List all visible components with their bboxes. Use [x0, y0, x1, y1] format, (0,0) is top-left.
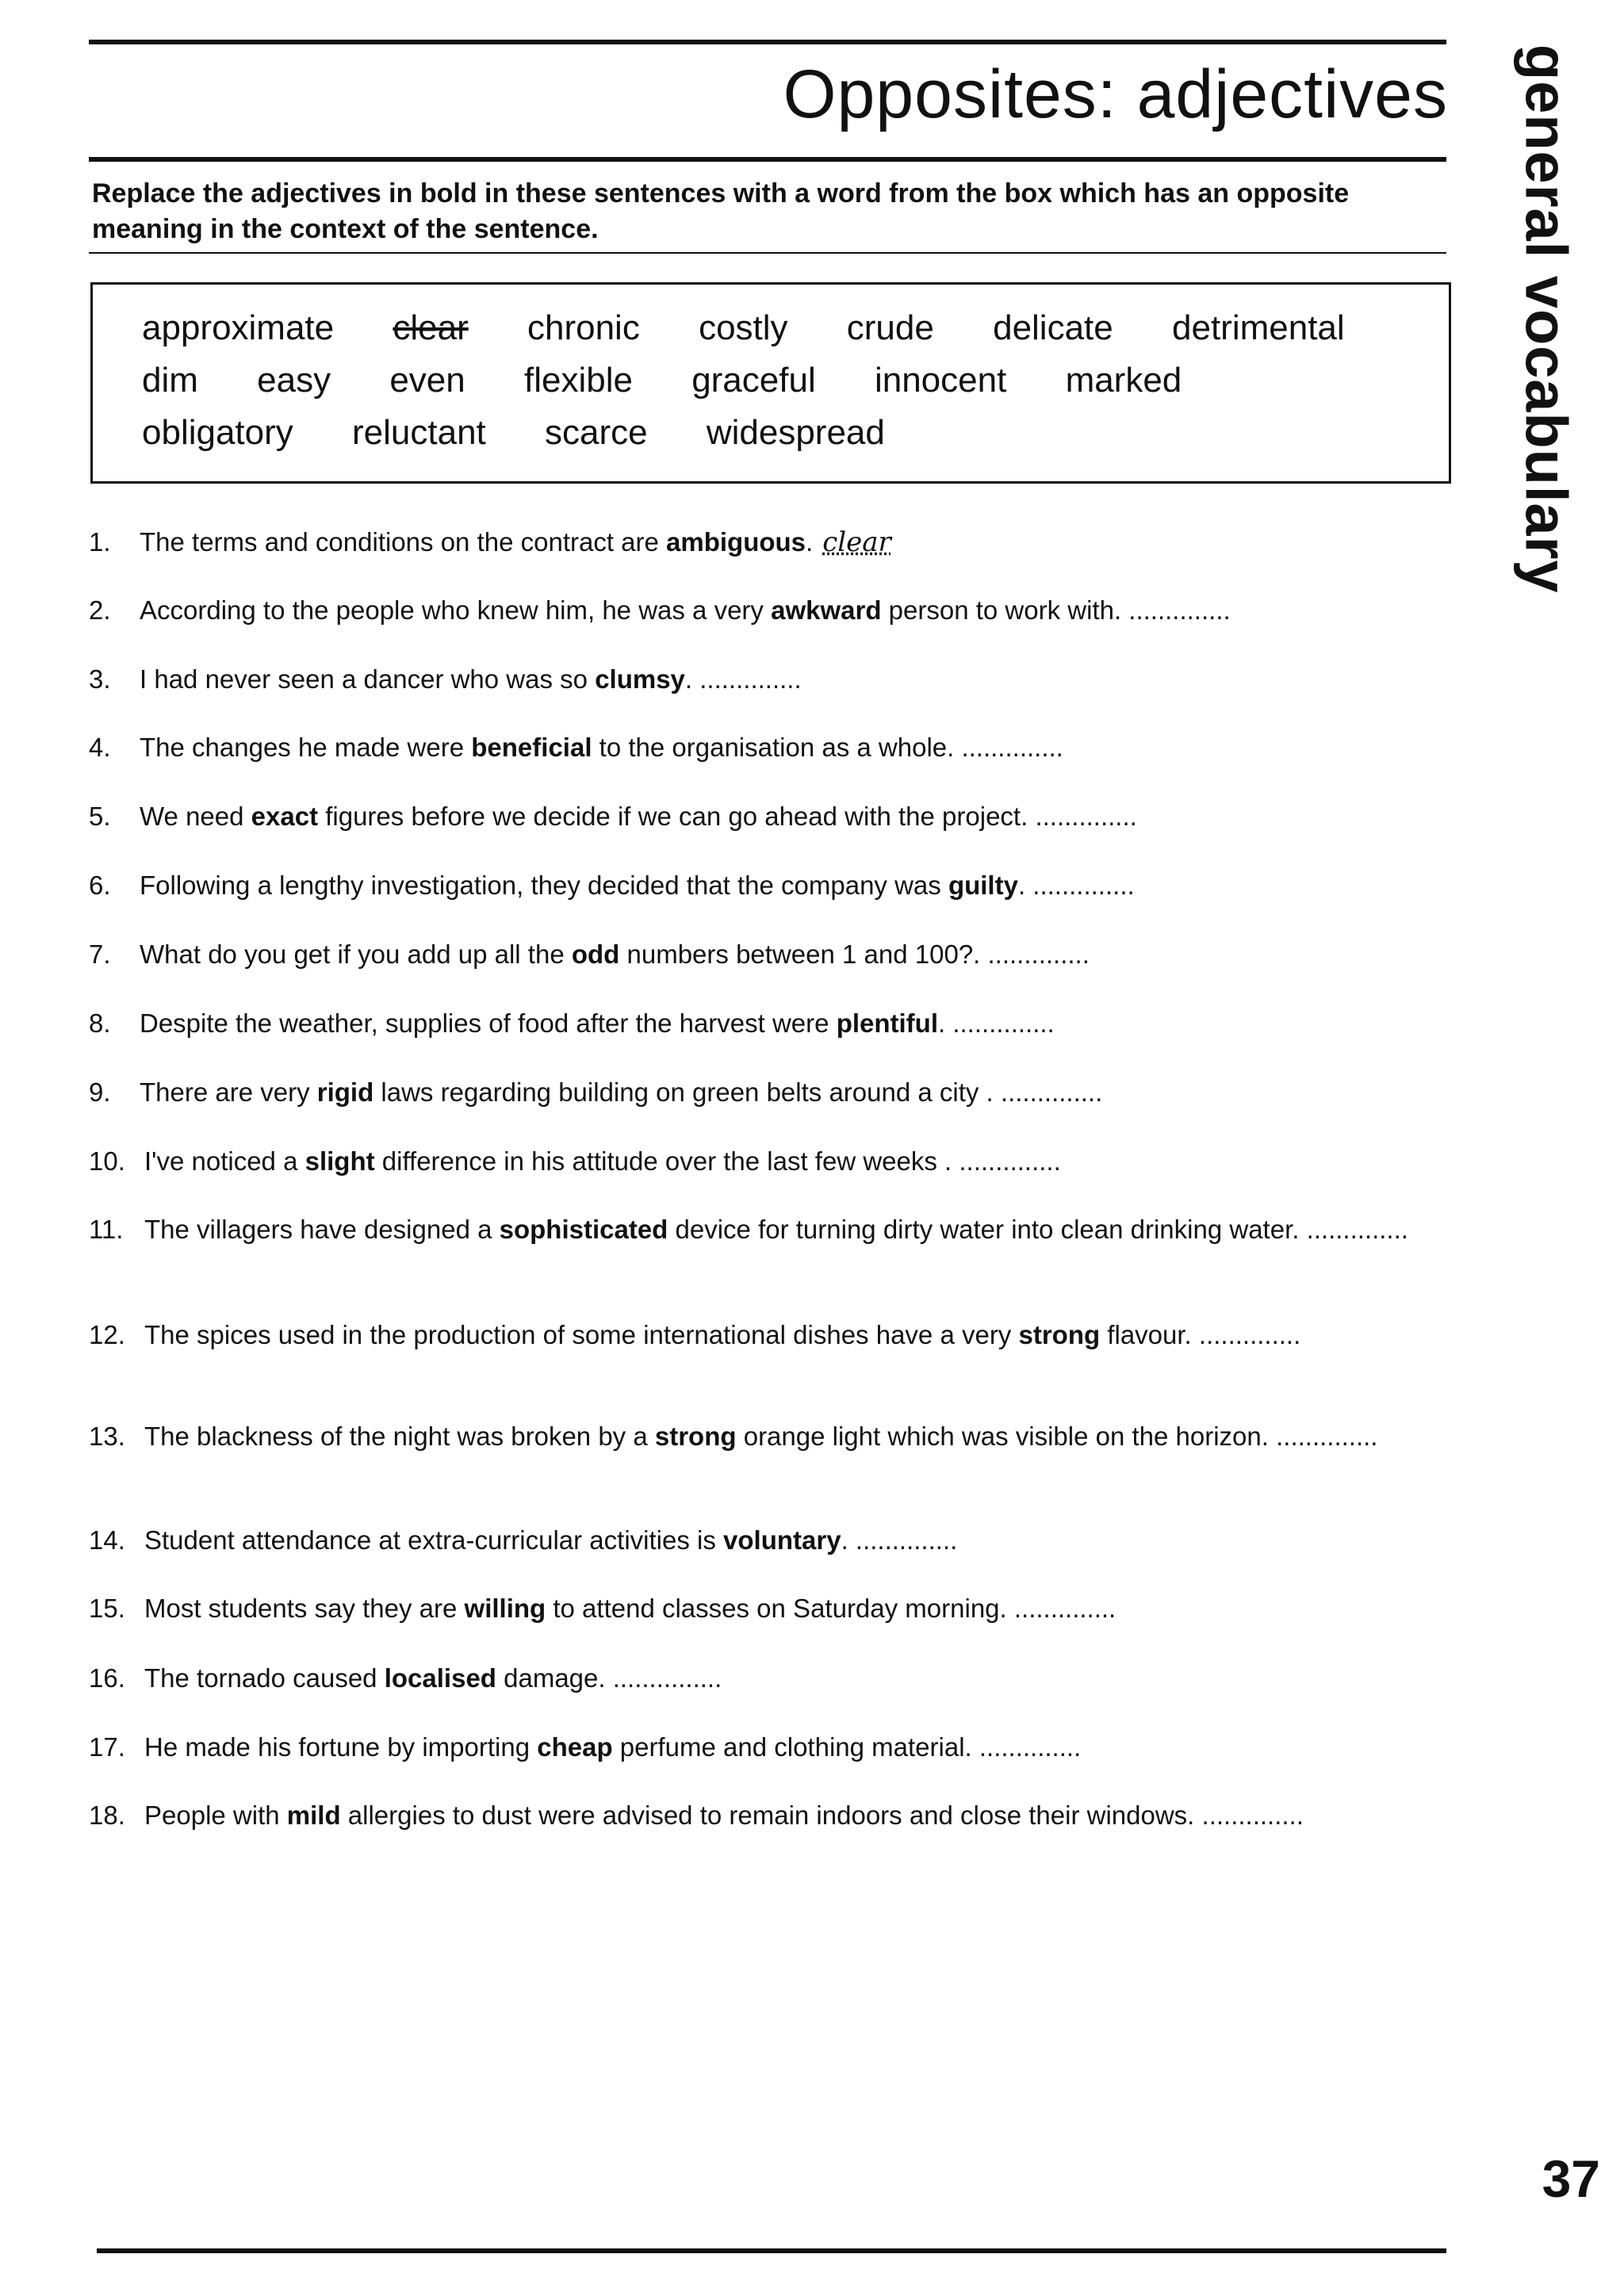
box-word: reluctant: [352, 413, 486, 452]
question-text: What do you get if you add up all the odd numbers between 1 and 100?. ..............: [140, 939, 1090, 969]
answer-blank[interactable]: ..............: [1191, 1320, 1301, 1349]
bold-adjective: exact: [251, 802, 319, 831]
question-number: 11.: [89, 1215, 124, 1244]
question-text: The tornado caused localised damage. ...............: [144, 1663, 722, 1693]
question-number: 18.: [89, 1800, 125, 1830]
answer-handwritten: clear: [822, 526, 891, 558]
answer-blank[interactable]: ..............: [848, 1525, 958, 1555]
question-item: [89, 1142, 1454, 1180]
question-number: 6.: [89, 871, 111, 900]
top-rule: [89, 40, 1446, 44]
question-number: 7.: [89, 939, 111, 969]
question-text: Most students say they are willing to attend classes on Saturday morning. ..............: [144, 1594, 1116, 1623]
bold-adjective: awkward: [771, 595, 882, 625]
answer-blank[interactable]: ..............: [971, 1732, 1082, 1762]
answer-blank[interactable]: ..............: [1194, 1800, 1304, 1830]
question-number: 5.: [89, 802, 111, 831]
answer-blank[interactable]: ..............: [954, 733, 1063, 762]
question-item: [89, 1728, 1454, 1766]
question-text: I've noticed a slight difference in his attitude over the last few weeks . ..............: [144, 1146, 1061, 1176]
page-number: 37: [1542, 2149, 1600, 2208]
word-box-row-2: [142, 361, 1231, 400]
bold-adjective: guilty: [948, 871, 1018, 900]
box-word: chronic: [527, 308, 640, 347]
question-item: [89, 1590, 1454, 1627]
answer-blank[interactable]: ..............: [692, 664, 802, 694]
question-text: Despite the weather, supplies of food after the harvest were plentiful. ..............: [140, 1008, 1055, 1038]
question-item: [89, 1211, 1454, 1248]
box-word: obligatory: [142, 413, 293, 452]
question-item: [89, 1797, 1454, 1834]
answer-blank[interactable]: ..............: [1025, 871, 1135, 900]
question-number: 2.: [89, 595, 111, 625]
question-number: 14.: [89, 1525, 125, 1555]
bold-adjective: mild: [286, 1800, 341, 1830]
word-box-row-1: [142, 308, 1394, 348]
bold-adjective: cheap: [537, 1732, 613, 1762]
box-word: delicate: [993, 308, 1113, 347]
box-word: marked: [1065, 361, 1182, 400]
answer-blank[interactable]: ..............: [1006, 1594, 1116, 1623]
box-word: easy: [257, 361, 331, 400]
instructions: Replace the adjectives in bold in these sentences with a word from the box which has an opposite meaning in the context of the sentence.: [92, 178, 1350, 244]
question-number: 9.: [89, 1077, 111, 1107]
question-item: [89, 660, 1454, 698]
bold-adjective: willing: [464, 1594, 546, 1623]
box-word: even: [389, 361, 465, 400]
question-item: [89, 1004, 1454, 1042]
question-text: There are very rigid laws regarding building on green belts around a city . ..............: [140, 1077, 1103, 1107]
question-item: [89, 1659, 1454, 1697]
answer-blank[interactable]: ..............: [1299, 1215, 1408, 1244]
answer-blank[interactable]: ..............: [993, 1077, 1103, 1107]
bold-adjective: slight: [304, 1146, 375, 1176]
question-text: The terms and conditions on the contract are ambiguous. clear: [140, 526, 891, 558]
question-text: The villagers have designed a sophisticated device for turning dirty water into clean drinking water. ..............: [144, 1215, 1408, 1244]
question-text: Student attendance at extra-curricular activities is voluntary. ..............: [144, 1525, 958, 1555]
question-text: Following a lengthy investigation, they decided that the company was guilty. ..............: [140, 871, 1135, 900]
bold-adjective: strong: [1018, 1320, 1101, 1349]
bold-adjective: strong: [654, 1422, 737, 1451]
question-number: 3.: [89, 664, 111, 694]
box-word: detrimental: [1172, 308, 1345, 347]
answer-blank[interactable]: ...............: [605, 1663, 722, 1693]
bold-adjective: plentiful: [836, 1008, 938, 1038]
question-text: People with mild allergies to dust were advised to remain indoors and close their windows. ..............: [144, 1800, 1304, 1830]
question-item: [89, 1418, 1454, 1455]
side-tab-label: general vocabulary: [1513, 44, 1580, 594]
answer-blank[interactable]: ..............: [1121, 595, 1231, 625]
question-number: 12.: [89, 1320, 125, 1349]
question-number: 15.: [89, 1594, 125, 1623]
question-item: [89, 591, 1454, 629]
question-item: [89, 1521, 1454, 1559]
bold-adjective: beneficial: [471, 733, 592, 762]
question-item: [89, 523, 1454, 561]
question-item: [89, 1316, 1454, 1353]
box-word: crude: [846, 308, 934, 347]
box-word-struck: clear: [393, 308, 469, 347]
question-number: 17.: [89, 1732, 125, 1762]
page-title: Opposites: adjectives: [783, 56, 1448, 132]
answer-blank[interactable]: ..............: [1028, 802, 1137, 831]
question-number: 1.: [89, 527, 111, 557]
bold-adjective: odd: [571, 939, 620, 969]
box-word: approximate: [142, 308, 335, 347]
bold-adjective: clumsy: [595, 664, 685, 694]
question-text: We need exact figures before we decide if we can go ahead with the project. ..............: [140, 802, 1137, 831]
question-item: [89, 867, 1454, 904]
question-number: 10.: [89, 1146, 125, 1176]
answer-blank[interactable]: ..............: [980, 939, 1090, 969]
question-text: According to the people who knew him, he was a very awkward person to work with. ..............: [140, 595, 1231, 625]
box-word: graceful: [691, 361, 816, 400]
bold-adjective: ambiguous: [666, 527, 806, 557]
question-text: He made his fortune by importing cheap perfume and clothing material. ..............: [144, 1732, 1082, 1762]
bold-adjective: rigid: [316, 1077, 374, 1107]
instructions-underline: [89, 252, 1446, 254]
question-text: The blackness of the night was broken by a strong orange light which was visible on the horizon. ..............: [144, 1422, 1378, 1451]
question-number: 16.: [89, 1663, 125, 1693]
question-text: The changes he made were beneficial to the organisation as a whole. ..............: [140, 733, 1063, 762]
word-box-row-3: [142, 413, 934, 453]
bottom-rule: [97, 2248, 1446, 2253]
bold-adjective: sophisticated: [499, 1215, 668, 1244]
box-word: innocent: [874, 361, 1007, 400]
bold-adjective: localised: [384, 1663, 496, 1693]
question-text: The spices used in the production of some international dishes have a very strong flavour. ..............: [144, 1320, 1301, 1349]
question-number: 8.: [89, 1008, 111, 1038]
word-box: [90, 282, 1451, 484]
bold-adjective: voluntary: [723, 1525, 841, 1555]
question-item: [89, 936, 1454, 973]
question-text: I had never seen a dancer who was so clumsy. ..............: [140, 664, 802, 694]
box-word: costly: [699, 308, 788, 347]
question-number: 4.: [89, 733, 111, 762]
question-number: 13.: [89, 1422, 125, 1451]
box-word: widespread: [706, 413, 885, 452]
box-word: flexible: [523, 361, 633, 400]
answer-blank[interactable]: ..............: [1268, 1422, 1378, 1451]
answer-blank[interactable]: ..............: [945, 1008, 1055, 1038]
title-underline: [89, 157, 1446, 162]
question-item: [89, 1073, 1454, 1111]
answer-blank[interactable]: ..............: [952, 1146, 1061, 1176]
box-word: dim: [142, 361, 198, 400]
side-tab: [1491, 44, 1602, 594]
question-item: [89, 798, 1454, 835]
question-item: [89, 729, 1454, 766]
box-word: scarce: [545, 413, 648, 452]
